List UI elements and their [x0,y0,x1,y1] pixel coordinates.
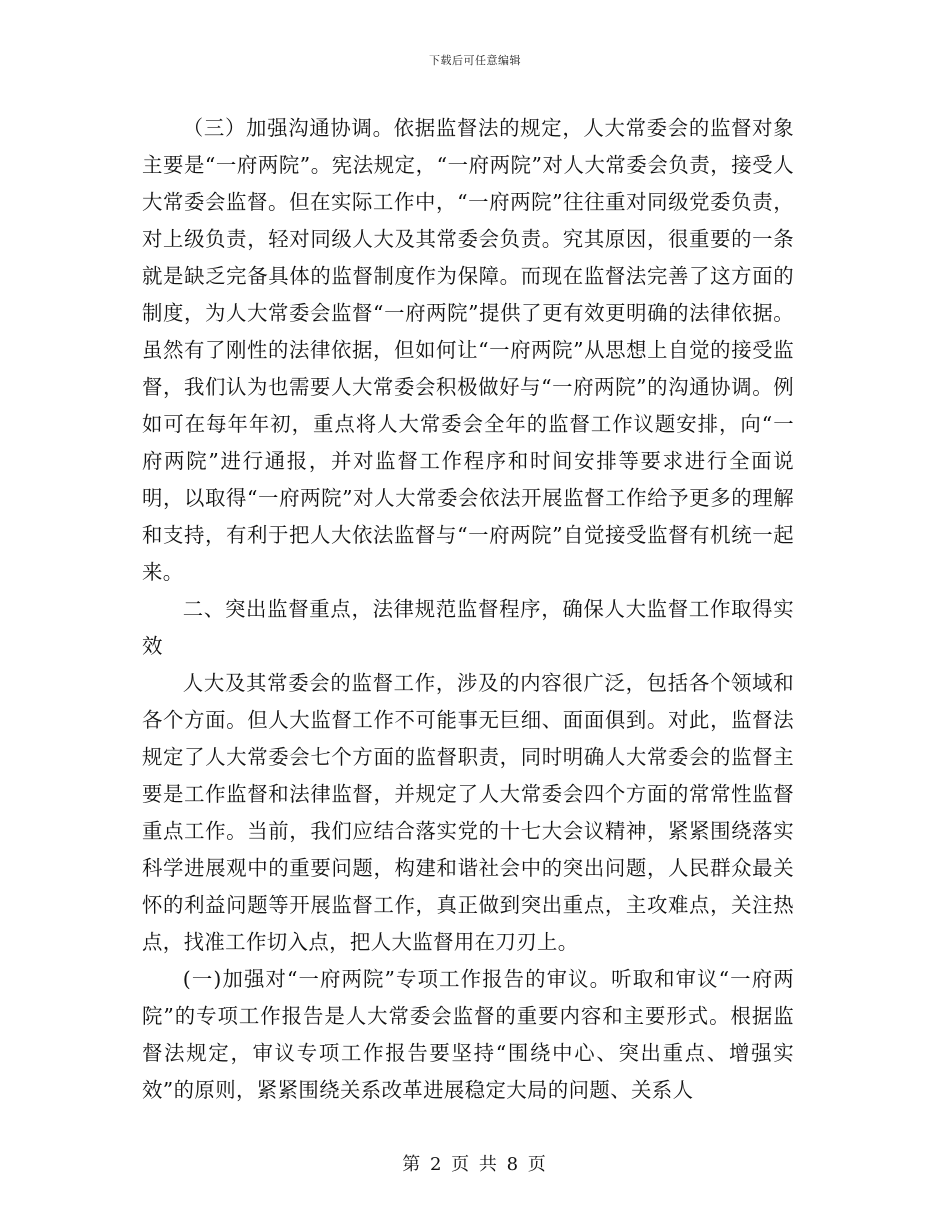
section-heading-two: 二、突出监督重点，法律规范监督程序，确保人大监督工作取得实效 [142,597,794,658]
paragraph-supervision-focus: 人大及其常委会的监督工作，涉及的内容很广泛，包括各个领域和各个方面。但人大监督工作不可能事无巨细、面面俱到。对此，监督法规定了人大常委会七个方面的监督职责，同时明确人大常委会的监督主要是工作监督和法律监督，并规定了人大常委会四个方面的常常性监督重点工作。当前，我们应结合落实党的十七大会议精神，紧紧围绕落实科学进展观中的重要问题，构建和谐社会中的突出问题，人民群众最关怀的利益问题等开展监督工作，真正做到突出重点，主攻难点，关注热点，找准工作切入点，把人大监督用在刀刃上。 [142,671,794,954]
paragraph-special-work-report: (一)加强对“一府两院”专项工作报告的审议。听取和审议“一府两院”的专项工作报告是人大常委会监督的重要内容和主要形式。根据监督法规定，审议专项工作报告要坚持“围绕中心、突出重点、增强实效”的原则，紧紧围绕关系改革进展稳定大局的问题、关系人 [142,967,794,1102]
page-header: 下载后可任意编辑 [429,54,521,67]
page-number-footer: 第 2 页 共 8 页 [402,1154,548,1175]
paragraph-communication-coordination: （三）加强沟通协调。依据监督法的规定，人大常委会的监督对象主要是“一府两院”。宪法规定，“一府两院”对人大常委会负责，接受人大常委会监督。但在实际工作中，“一府两院”往往重对同级党委负责，对上级负责，轻对同级人大及其常委会负责。究其原因，很重要的一条就是缺乏完备具体的监督制度作为保障。而现在监督法完善了这方面的制度，为人大常委会监督“一府两院”提供了更有效更明确的法律依据。虽然有了刚性的法律依据，但如何让“一府两院”从思想上自觉的接受监督，我们认为也需要人大常委会积极做好与“一府两院”的沟通协调。例如可在每年年初，重点将人大常委会全年的监督工作议题安排，向“一府两院”进行通报，并对监督工作程序和时间安排等要求进行全面说明，以取得“一府两院”对人大常委会依法开展监督工作给予更多的理解和支持，有利于把人大依法监督与“一府两院”自觉接受监督有机统一起来。 [142,116,794,584]
document-body [142,110,794,1109]
